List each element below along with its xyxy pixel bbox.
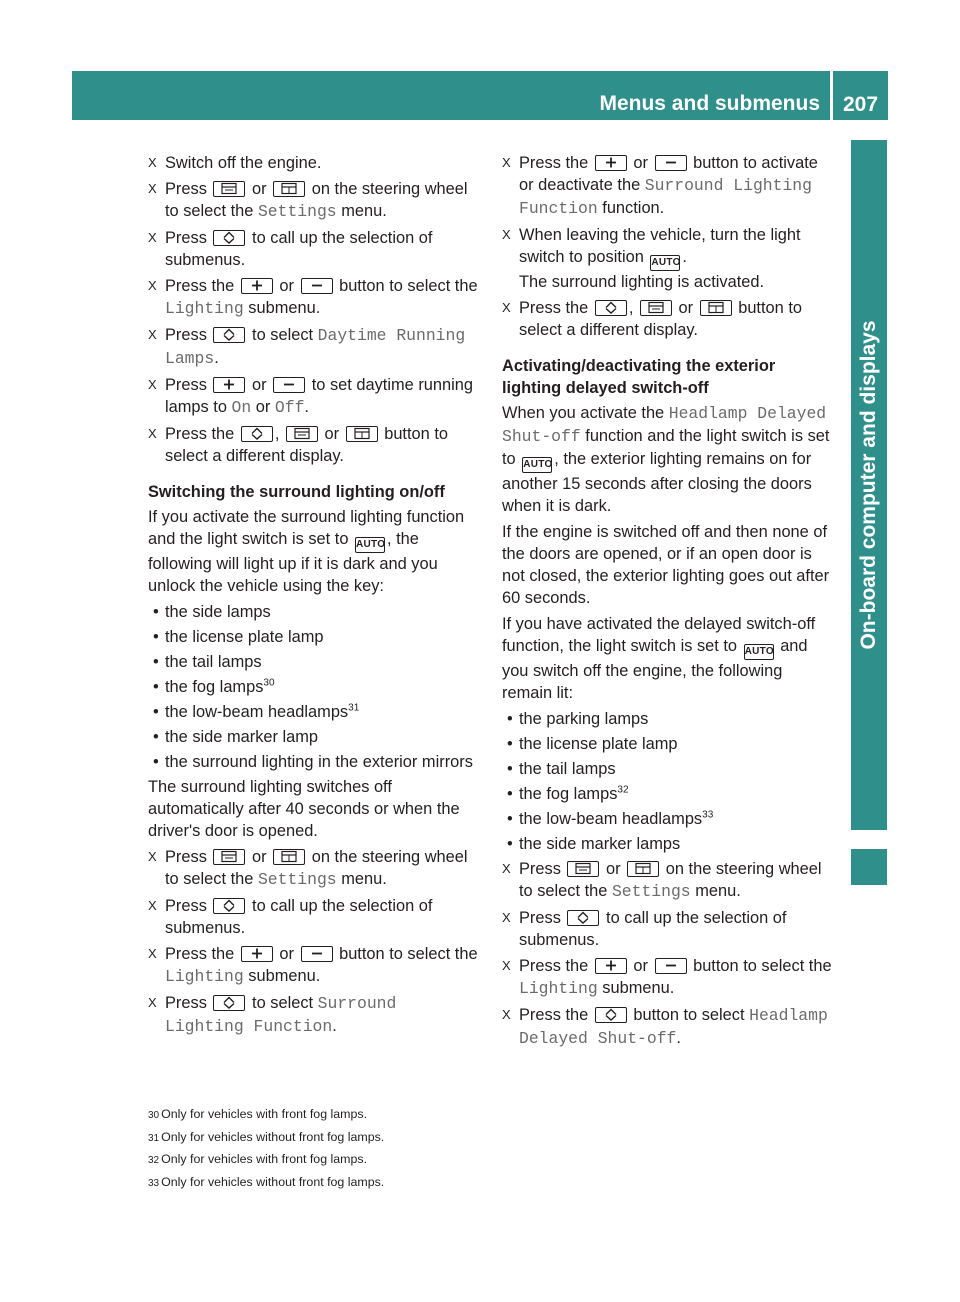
step: X Press the , or button to select a different display. (148, 425, 448, 465)
section-heading: Activating/deactivating the exterior lighting delayed switch-off (502, 357, 776, 397)
list-item: • the parking lamps (507, 710, 649, 728)
display-forward-button-icon (346, 426, 378, 442)
minus-button-icon (655, 155, 687, 171)
footnote: 30 Only for vehicles with front fog lamps. (148, 1107, 368, 1121)
list-item: • the license plate lamp (507, 735, 678, 753)
arrow-right-icon: X (148, 898, 157, 913)
footnotes (148, 1104, 384, 1194)
section-tab-label: On-board computer and displays (857, 320, 880, 650)
display-forward-button-icon (700, 300, 732, 316)
minus-button-icon (655, 958, 687, 974)
triangle-up-down-button-icon (241, 426, 273, 442)
left-column (148, 152, 482, 1042)
step: X Press or on the steering wheel to select the Settings menu. (502, 860, 822, 901)
list-item: • the side marker lamp (153, 728, 319, 746)
right-column (502, 152, 836, 1054)
step: X Press to select Surround Lighting Function. (148, 994, 397, 1036)
step: X Press to select Daytime Running Lamps. (148, 326, 466, 368)
arrow-right-icon: X (502, 910, 511, 925)
list-item: • the side lamps (153, 603, 271, 621)
list-item: • the tail lamps (507, 760, 616, 778)
paragraph: The surround lighting switches off automatically after 40 seconds or when the driver's door is opened. (148, 778, 460, 840)
display-forward-button-icon (627, 861, 659, 877)
auto-switch-position-icon: AUTO (522, 457, 552, 473)
footnote: 33 Only for vehicles without front fog lamps. (148, 1174, 385, 1189)
step: X Switch off the engine. (148, 154, 322, 172)
step: X Press the or button to select the Lighting submenu. (148, 277, 478, 318)
step: X Press the button to select Headlamp Delayed Shut-off. (502, 1006, 828, 1048)
arrow-right-icon: X (502, 861, 511, 876)
triangle-up-down-button-icon (595, 300, 627, 316)
page-number: 207 (833, 71, 888, 120)
triangle-up-down-button-icon (213, 898, 245, 914)
display-forward-button-icon (273, 181, 305, 197)
list-item: • the fog lamps$^{32}$ (507, 784, 629, 803)
paragraph: If you activate the surround lighting function and the light switch is set to AUTO , the following will light up if it is dark and you unlock the vehicle using the key: (148, 508, 465, 595)
step: X Press the or button to activate or deactivate the Surround Lighting Function function. (502, 154, 818, 218)
display-back-button-icon (213, 849, 245, 865)
step: X Press or on the steering wheel to select the Settings menu. (148, 180, 468, 221)
arrow-right-icon: X (148, 230, 157, 245)
step: X When leaving the vehicle, turn the light switch to position AUTO . The surround lighting is activated. (502, 226, 801, 291)
arrow-right-icon: X (148, 995, 157, 1010)
arrow-right-icon: X (502, 155, 511, 170)
step: X Press to call up the selection of submenus. (502, 909, 787, 949)
display-back-button-icon (286, 426, 318, 442)
arrow-right-icon: X (148, 278, 157, 293)
list-item: • the surround lighting in the exterior mirrors (153, 753, 473, 771)
arrow-right-icon: X (148, 426, 157, 441)
step: X Press to call up the selection of submenus. (148, 897, 433, 937)
auto-switch-position-icon: AUTO (650, 255, 680, 271)
plus-button-icon (241, 278, 273, 294)
arrow-right-icon: X (148, 181, 157, 196)
paragraph: If the engine is switched off and then none of the doors are opened, or if an open door is not closed, the exterior lighting goes out after 60 seconds. (502, 523, 830, 607)
plus-button-icon (241, 946, 273, 962)
minus-button-icon (301, 278, 333, 294)
list-item: • the low-beam headlamps$^{31}$ (153, 702, 360, 721)
page-title: Menus and submenus (599, 92, 820, 115)
arrow-right-icon: X (502, 1007, 511, 1022)
display-forward-button-icon (273, 849, 305, 865)
display-back-button-icon (640, 300, 672, 316)
arrow-right-icon: X (502, 227, 511, 242)
list-item: • the low-beam headlamps$^{33}$ (507, 809, 714, 828)
list-item: • the tail lamps (153, 653, 262, 671)
triangle-up-down-button-icon (213, 995, 245, 1011)
step: X Press or to set daytime running lamps to On or Off. (148, 376, 473, 417)
minus-button-icon (301, 946, 333, 962)
list-item: • the fog lamps$^{30}$ (153, 677, 275, 696)
section-heading: Switching the surround lighting on/off (148, 483, 445, 501)
footnote: 32 Only for vehicles with front fog lamps. (148, 1152, 368, 1166)
plus-button-icon (213, 377, 245, 393)
side-marker (851, 849, 887, 885)
triangle-up-down-button-icon (567, 910, 599, 926)
plus-button-icon (595, 958, 627, 974)
arrow-right-icon: X (148, 377, 157, 392)
header-bar (72, 71, 830, 120)
list-item: • the license plate lamp (153, 628, 324, 646)
auto-switch-position-icon: AUTO (744, 644, 774, 660)
display-back-button-icon (213, 181, 245, 197)
triangle-up-down-button-icon (213, 327, 245, 343)
display-back-button-icon (567, 861, 599, 877)
minus-button-icon (273, 377, 305, 393)
step: X Press to call up the selection of submenus. (148, 229, 433, 269)
auto-switch-position-icon: AUTO (355, 537, 385, 553)
paragraph: If you have activated the delayed switch-off function, the light switch is set to AUTO and you switch off the engine, the following remain lit: (502, 615, 816, 702)
footnote: 31 Only for vehicles without front fog lamps. (148, 1129, 385, 1144)
step: X Press the or button to select the Lighting submenu. (502, 957, 832, 998)
arrow-right-icon: X (148, 327, 157, 342)
step: X Press the , or button to select a different display. (502, 299, 802, 339)
step: X Press the or button to select the Lighting submenu. (148, 945, 478, 986)
plus-button-icon (595, 155, 627, 171)
arrow-right-icon: X (502, 958, 511, 973)
arrow-right-icon: X (148, 155, 157, 170)
paragraph: When you activate the Headlamp Delayed Shut-off function and the light switch is set to AUTO , the exterior lighting remains on for another 15 seconds after closing the doors when it is dark. (502, 404, 830, 515)
arrow-right-icon: X (148, 849, 157, 864)
section-tab (851, 140, 887, 830)
arrow-right-icon: X (502, 300, 511, 315)
step: X Press or on the steering wheel to select the Settings menu. (148, 848, 468, 889)
triangle-up-down-button-icon (595, 1007, 627, 1023)
list-item: • the side marker lamps (507, 835, 681, 853)
triangle-up-down-button-icon (213, 230, 245, 246)
arrow-right-icon: X (148, 946, 157, 961)
